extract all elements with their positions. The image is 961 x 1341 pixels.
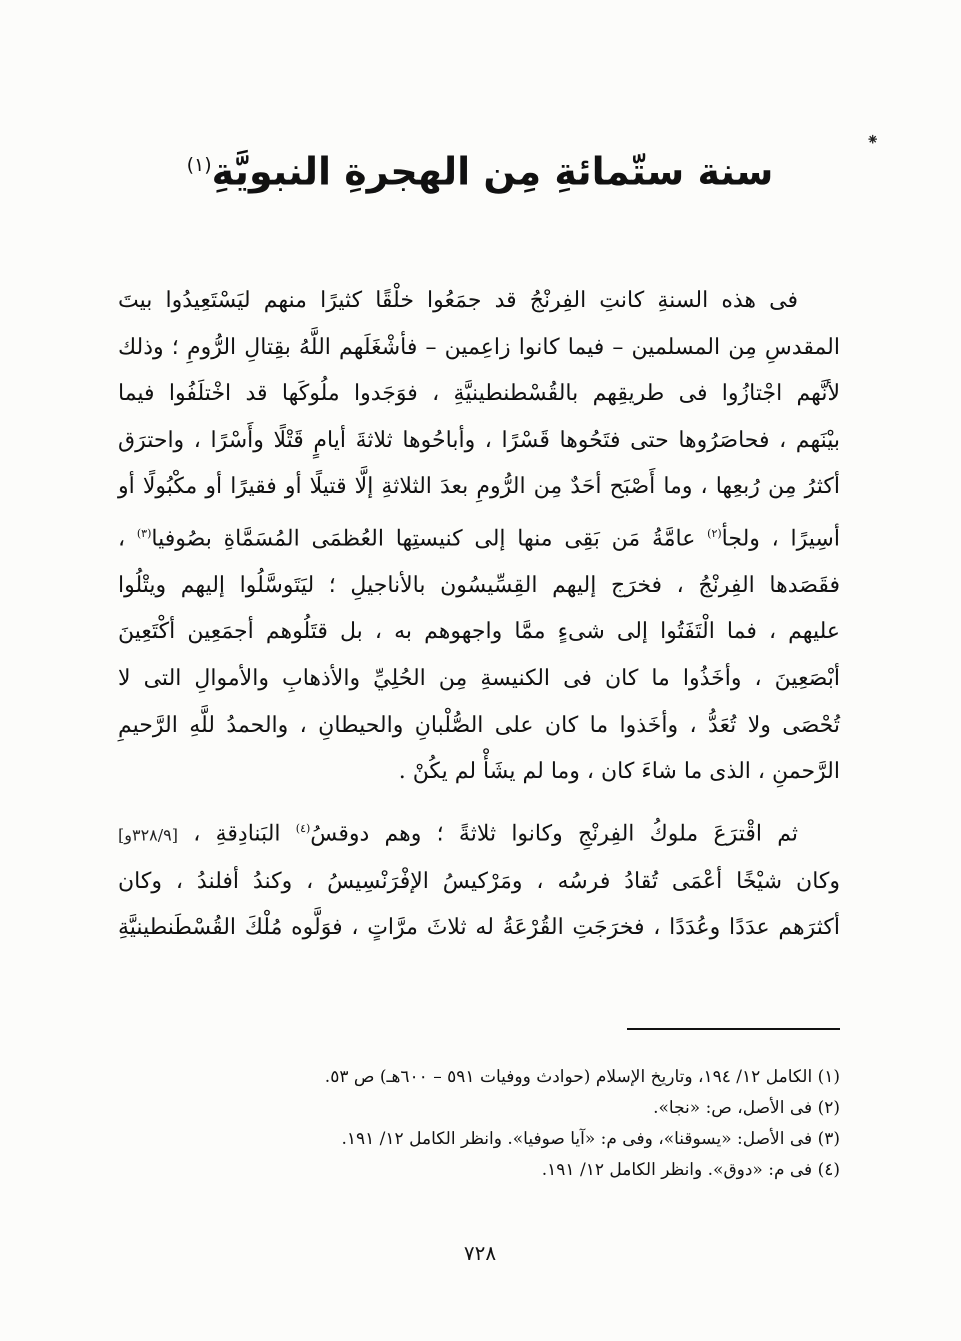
paragraph-1 xyxy=(118,278,840,796)
text-segment: أسِيرًا ، ولجأ xyxy=(721,526,840,552)
footnote-2: (٢) فى الأصل، ص: «نجا». xyxy=(653,1098,840,1118)
text-line: تُحْصَى ولا تُعَدُّ ، وأخَذوا ما كان على الصُّلْبانِ والحيطانِ ، والحمدُ للَّهِ الرَّحيمِ xyxy=(118,712,840,738)
asterisk-mark: ⁕ xyxy=(866,130,880,149)
page-title xyxy=(120,140,840,197)
text-line: بيْنَهم ، فحاصَرُوها حتى فتَحُوها قَسْرًا ، وأباحُوها ثلاثةَ أيامٍ قَتْلًا وأَسْرًا ، واحترَق xyxy=(118,427,840,453)
text-segment: ، xyxy=(118,526,126,552)
text-line: الرَّحمنِ ، الذى ما شاءَ كان ، وما لم يشَأْ لم يكُنْ . xyxy=(398,759,840,785)
title-footnote-ref: (١) xyxy=(186,154,212,176)
text-line: فى هذه السنةِ كانتِ الفِرنْجُ قد جمَعُوا خلْقًا كثيرًا منهم ليَسْتَعِيدُوا بيتَ xyxy=(118,288,798,313)
paragraph-2 xyxy=(118,806,840,952)
text-line: لأنَّهم اجْتازُوا فى طريقِهم بالقُسْطنطينيَّةِ ، فوَجَدوا ملُوكَها قد اخْتلَفُوا فيما xyxy=(118,381,840,407)
text-line: عليهم ، فما الْتَفَتُوا إلى شىءٍ ممَّا واجهوهم به ، بل قتَلُوهم أجمَعِين أكْتَعِينَ xyxy=(118,619,840,645)
footnote-ref-3: (٣) xyxy=(136,526,152,540)
footnote-separator xyxy=(627,1028,840,1030)
text-line: أكثرَهم عدَدًا وعُدَدًا ، فخرَجَتِ القُرْعَةُ له ثلاثَ مرَّاتٍ ، فوَلَّوه مُلْكَ القُسْطَنطينيَّةِ xyxy=(118,915,840,941)
text-line: فقَصَدها الفِرنْجُ ، فخرَج إليهم القِسِّيسُون بالأناجيلِ ؛ ليَتَوسَّلُوا إليهم ويتْلُوا xyxy=(118,572,840,598)
footnote-1: (١) الكامل ١٢/ ١٩٤، وتاريخ الإسلام (حوادث ووفيات ٥٩١ – ٦٠٠هـ) ص ٥٣. xyxy=(324,1067,840,1087)
footnotes xyxy=(200,1062,840,1186)
footnote-4: (٤) فى م: «دوق». وانظر الكامل ١٢/ ١٩١. xyxy=(541,1160,840,1180)
footnote-3: (٣) فى الأصل: «يسوقنا»، وفى م: «آيا صوفيا». وانظر الكامل ١٢/ ١٩١. xyxy=(341,1129,840,1149)
text-segment: عامَّةُ مَن بَقِى منها إلى كنيستِها العُظمَى المُسَمَّاةِ بصُوفيا xyxy=(151,526,696,552)
footnote-ref-4: (٤) xyxy=(295,821,311,835)
title-text: سنة ستّمائةِ مِن الهجرةِ النبويَّةِ xyxy=(211,149,774,194)
text-line: أبْصَعِينَ ، وأخَذُوا ما كان فى الكنيسةِ مِن الحُلِيِّ والأذهابِ والأموالِ التى لا xyxy=(118,666,840,692)
text-line: المقدسِ مِن المسلمين – فيما كانوا زاعِمين – فأشْغَلَهم اللَّهُ بقِتالِ الرُّومِ ؛ وذلك xyxy=(118,334,840,360)
text-line: وكان شيْخًا أعْمَى تُقادُ فرسُه ، ومَرْكيسُ الإفْرَنْسِيسُ ، وكندُ أفلندُ ، وكان xyxy=(118,868,840,894)
page-number: ٧٢٨ xyxy=(463,1241,497,1265)
main-text xyxy=(118,278,840,952)
text-segment: ثم اقْترَعَ ملوكُ الفِرنْجِ وكانوا ثلاثةً ؛ وهم دوقسُ xyxy=(310,821,799,847)
text-line: أكثرُ مِن رُبعِها ، وما أَصْبَح أحَدٌ مِن الرُّومِ بعدَ الثلاثةِ إلَّا قتيلًا أو فقيرًا أو مكْبُولًا أو xyxy=(118,474,840,500)
text-line-with-notes xyxy=(118,806,840,859)
text-line-with-notes xyxy=(118,511,840,563)
footnote-ref-2: (٢) xyxy=(707,526,722,540)
manuscript-folio-ref: [٣٢٨/٩و] xyxy=(118,825,178,845)
text-segment: البَنادِقةِ ، xyxy=(193,821,281,847)
